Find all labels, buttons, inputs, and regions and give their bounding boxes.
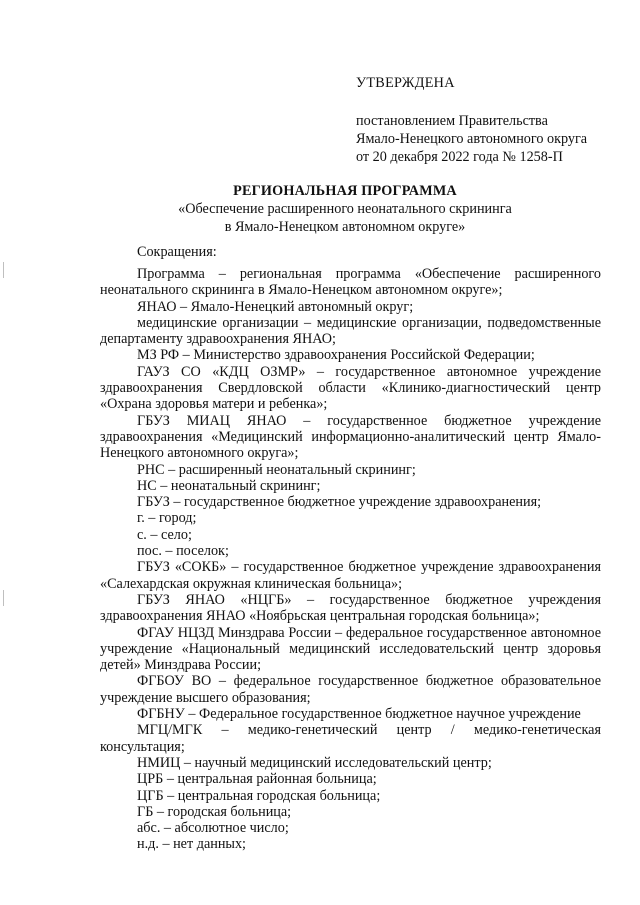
scan-edge-mark [3,262,4,278]
abbreviation-item: ФГБНУ – Федеральное государственное бюджетное научное учреждение [137,706,581,723]
abbreviation-item: Программа – региональная программа «Обеспечение расширенного неонатального скрининга в Ямало-Ненецком автономном округе»; [100,266,601,299]
abbreviation-item: медицинские организации – медицинские организации, подведомственные департаменту здравоохранения ЯНАО; [100,314,601,348]
abbreviation-item: ЦРБ – центральная районная больница; [137,771,377,788]
abbreviation-item: РНС – расширенный неонатальный скрининг; [137,461,416,478]
approval-line: от 20 декабря 2022 года № 1258-П [356,149,563,165]
approval-line: Ямало-Ненецкого автономного округа [356,131,588,147]
abbreviation-item: с. – село; [137,526,192,543]
abbreviation-item: ГАУЗ СО «КДЦ ОЗМР» – государственное автономное учреждение здравоохранения Свердловской области «Клинико-диагностический центр «Охрана здоровья матери и ребенка»; [100,363,601,413]
scan-edge-mark [3,590,4,606]
abbreviations-heading: Сокращения: [137,244,217,260]
abbreviation-item: ГБ – городская больница; [137,803,292,820]
abbreviation-item: абс. – абсолютное число; [137,820,289,837]
abbreviation-item: ЦГБ – центральная городская больница; [137,787,381,804]
abbreviation-item: ГБУЗ ЯНАО «НЦГБ» – государственное бюджетное учреждения здравоохранения ЯНАО «Ноябрьская центральная городская больница»; [100,591,601,625]
abbreviation-item: г. – город; [137,510,197,527]
abbreviation-item: МГЦ/МГК – медико-генетический центр / медико-генетическая консультация; [100,722,601,755]
approval-block [356,74,587,166]
document-title [100,182,590,236]
abbreviation-item: НС – неонатальный скрининг; [137,477,321,494]
title-subtitle-line: «Обеспечение расширенного неонатального скрининга [178,201,512,217]
approval-heading: УТВЕРЖДЕНА [356,75,455,91]
abbreviation-item: пос. – поселок; [137,543,229,560]
abbreviation-item: НМИЦ – научный медицинский исследовательский центр; [137,754,492,771]
approval-line: постановлением Правительства [356,113,548,129]
abbreviation-item: ГБУЗ – государственное бюджетное учреждение здравоохранения; [137,494,542,511]
abbreviations-list [100,266,601,853]
title-main: РЕГИОНАЛЬНАЯ ПРОГРАММА [233,183,457,199]
abbreviation-item: ЯНАО – Ямало-Ненецкий автономный округ; [137,298,414,315]
abbreviation-item: ФГАУ НЦЗД Минздрава России – федеральное государственное автономное учреждение «Национальный медицинский исследовательский центр здоровья детей» Минздрава России; [100,624,601,674]
abbreviation-item: н.д. – нет данных; [137,836,246,853]
abbreviation-item: ФГБОУ ВО – федеральное государственное бюджетное образовательное учреждение высшего образования; [100,673,601,706]
abbreviation-item: ГБУЗ МИАЦ ЯНАО – государственное бюджетное учреждение здравоохранения «Медицинский информационно-аналитический центр Ямало-Ненецкого автономного округа»; [100,412,601,462]
abbreviation-item: МЗ РФ – Министерство здравоохранения Российской Федерации; [137,347,535,364]
abbreviation-item: ГБУЗ «СОКБ» – государственное бюджетное учреждение здравоохранения «Салехардская окружная клиническая больница»; [100,559,601,592]
title-subtitle-line: в Ямало-Ненецком автономном округе» [224,219,466,235]
